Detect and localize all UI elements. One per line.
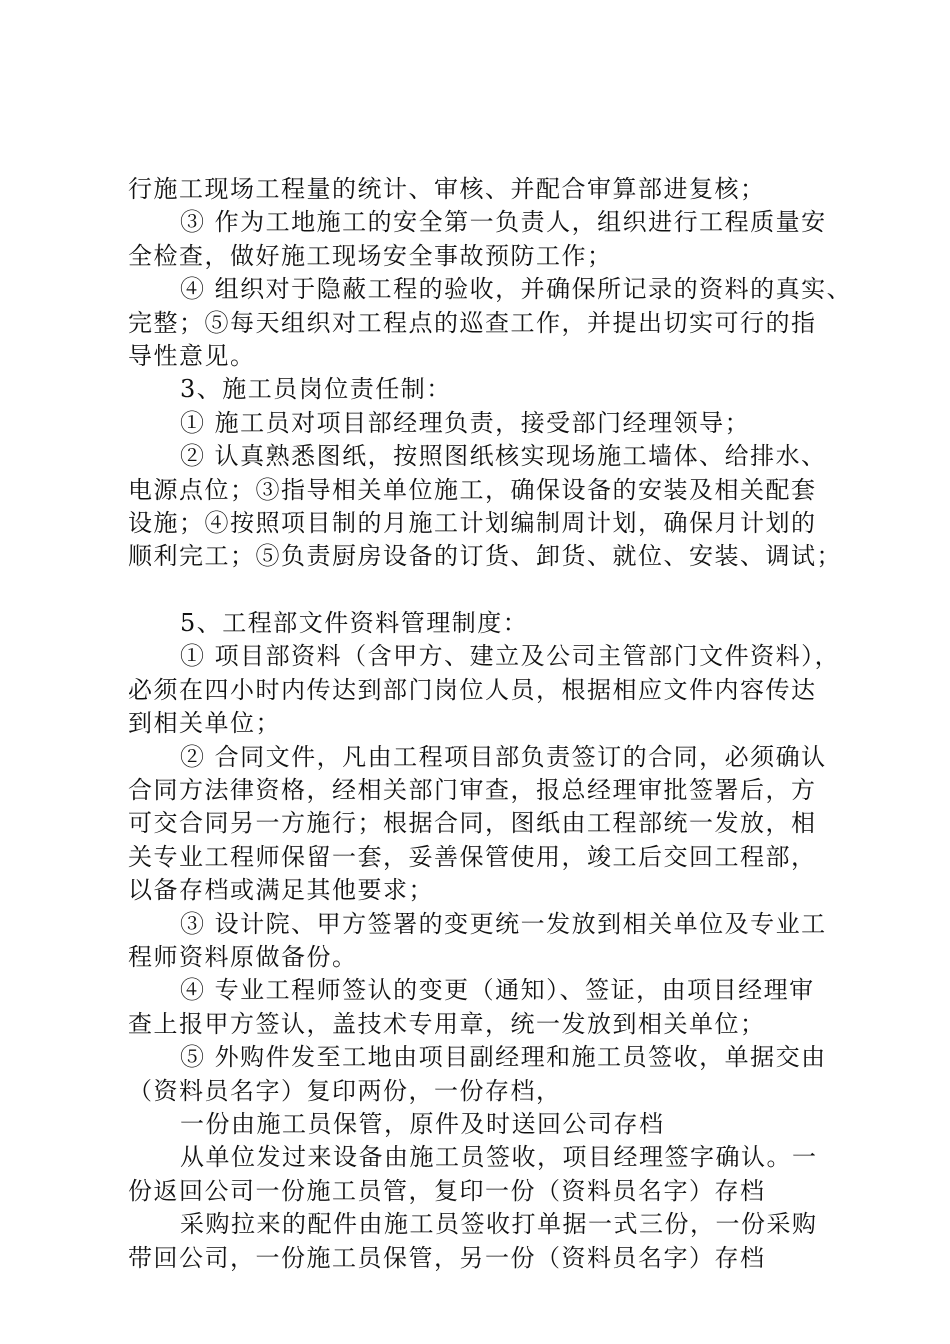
text-line: 关专业工程师保留一套，妥善保管使用，竣工后交回工程部， <box>128 842 817 871</box>
text-line: 带回公司，一份施工员保管，另一份（资料员名字）存档 <box>128 1243 766 1272</box>
text-line: 必须在四小时内传达到部门岗位人员，根据相应文件内容传达 <box>128 675 817 704</box>
text-line: 采购拉来的配件由施工员签收打单据一式三份，一份采购 <box>180 1210 818 1239</box>
section-heading: 5、工程部文件资料管理制度： <box>180 609 529 638</box>
text-line: 以备存档或满足其他要求； <box>128 876 434 905</box>
text-line: ② 合同文件，凡由工程项目部负责签订的合同，必须确认 <box>180 742 827 771</box>
section-heading: 3、施工员岗位责任制： <box>180 375 452 404</box>
text-line: 行施工现场工程量的统计、审核、并配合审算部进复核； <box>128 175 766 203</box>
text-line: 从单位发过来设备由施工员签收，项目经理签字确认。一 <box>180 1143 818 1172</box>
text-line: 完整；⑤每天组织对工程点的巡查工作，并提出切实可行的指 <box>128 308 817 337</box>
text-line: ③ 设计院、甲方签署的变更统一发放到相关单位及专业工 <box>180 909 827 938</box>
text-line: 电源点位；③指导相关单位施工，确保设备的安装及相关配套 <box>128 475 817 504</box>
text-line: 程师资料原做备份。 <box>128 942 358 971</box>
text-line: 合同方法律资格，经相关部门审查，报总经理审批签署后，方 <box>128 776 817 805</box>
text-line: 份返回公司一份施工员管，复印一份（资料员名字）存档 <box>128 1176 766 1205</box>
text-line: 设施；④按照项目制的月施工计划编制周计划，确保月计划的 <box>128 508 817 537</box>
document-body <box>128 173 858 1275</box>
paragraph-gap <box>128 574 858 607</box>
text-line: 到相关单位； <box>128 709 281 738</box>
text-line: 顺利完工；⑤负责厨房设备的订货、卸货、就位、安装、调试； <box>128 542 842 571</box>
text-line: 全检查，做好施工现场安全事故预防工作； <box>128 241 613 270</box>
text-line: ⑤ 外购件发至工地由项目副经理和施工员签收，单据交由 <box>180 1043 827 1072</box>
text-line: ② 认真熟悉图纸，按照图纸核实现场施工墙体、给排水、 <box>180 442 827 471</box>
text-line: ③ 作为工地施工的安全第一负责人，组织进行工程质量安 <box>180 208 827 237</box>
text-line: 导性意见。 <box>128 341 256 370</box>
text-line: （资料员名字）复印两份，一份存档， <box>128 1076 562 1105</box>
text-line: ① 项目部资料（含甲方、建立及公司主管部门文件资料）， <box>180 642 841 671</box>
text-line: 可交合同另一方施行；根据合同，图纸由工程部统一发放，相 <box>128 809 817 838</box>
text-line: ① 施工员对项目部经理负责，接受部门经理领导； <box>180 408 751 437</box>
text-line: ④ 专业工程师签认的变更（通知）、签证，由项目经理审 <box>180 976 815 1005</box>
text-line: 一份由施工员保管，原件及时送回公司存档 <box>180 1109 665 1138</box>
text-line: ④ 组织对于隐蔽工程的验收，并确保所记录的资料的真实、 <box>180 275 853 304</box>
text-line: 查上报甲方签认，盖技术专用章，统一发放到相关单位； <box>128 1009 766 1038</box>
